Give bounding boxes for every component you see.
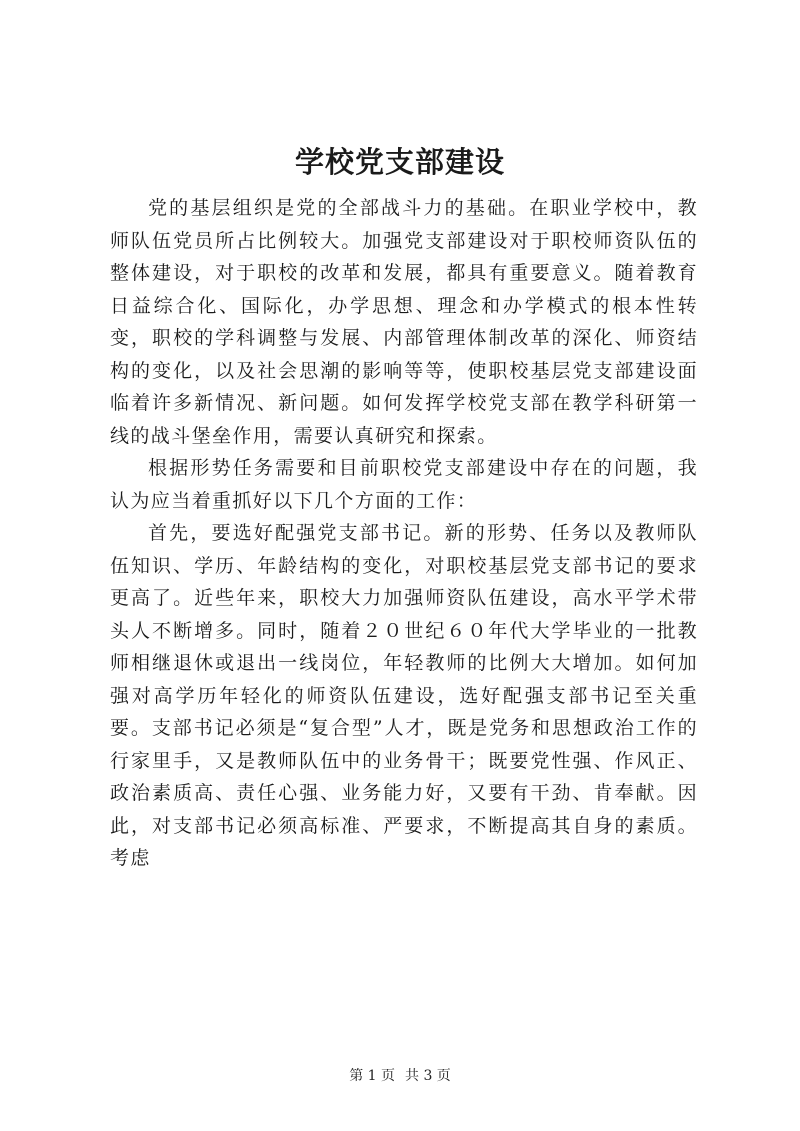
paragraph-3: 首先，要选好配强党支部书记。新的形势、任务以及教师队伍知识、学历、年龄结构的变化，对职校基层党支部书记的要求更高了。近些年来，职校大力加强师资队伍建设，高水平学术带头人不断增多。同时，随着２０世纪６０年代大学毕业的一批教师相继退休或退出一线岗位，年轻教师的比例大大增加。如何加强对高学历年轻化的师资队伍建设，选好配强支部书记至关重要。支部书记必须是“复合型”人才，既是党务和思想政治工作的行家里手，又是教师队伍中的业务骨干；既要党性强、作风正、政治素质高、责任心强、业务能力好，又要有干劲、肯奉献。因此，对支部书记必须高标准、严要求，不断提高其自身的素质。考虑 <box>110 522 698 869</box>
paragraph-1: 党的基层组织是党的全部战斗力的基础。在职业学校中，教师队伍党员所占比例较大。加强党支部建设对于职校师资队伍的整体建设，对于职校的改革和发展，都具有重要意义。随着教育日益综合化、国际化，办学思想、理念和办学模式的根本性转变，职校的学科调整与发展、内部管理体制改革的深化、师资结构的变化，以及社会思潮的影响等等，使职校基层党支部建设面临着许多新情况、新问题。如何发挥学校党支部在教学科研第一线的战斗堡垒作用，需要认真研究和探索。 <box>110 197 698 447</box>
page-number: 第 1 页 <box>349 1068 395 1084</box>
page-total: 共 3 页 <box>405 1068 451 1084</box>
document-title: 学校党支部建设 <box>294 145 505 179</box>
paragraph-2: 根据形势任务需要和目前职校党支部建设中存在的问题，我认为应当着重抓好以下几个方面的工作： <box>110 457 698 512</box>
page-footer <box>0 1066 800 1086</box>
document-body <box>110 192 698 875</box>
